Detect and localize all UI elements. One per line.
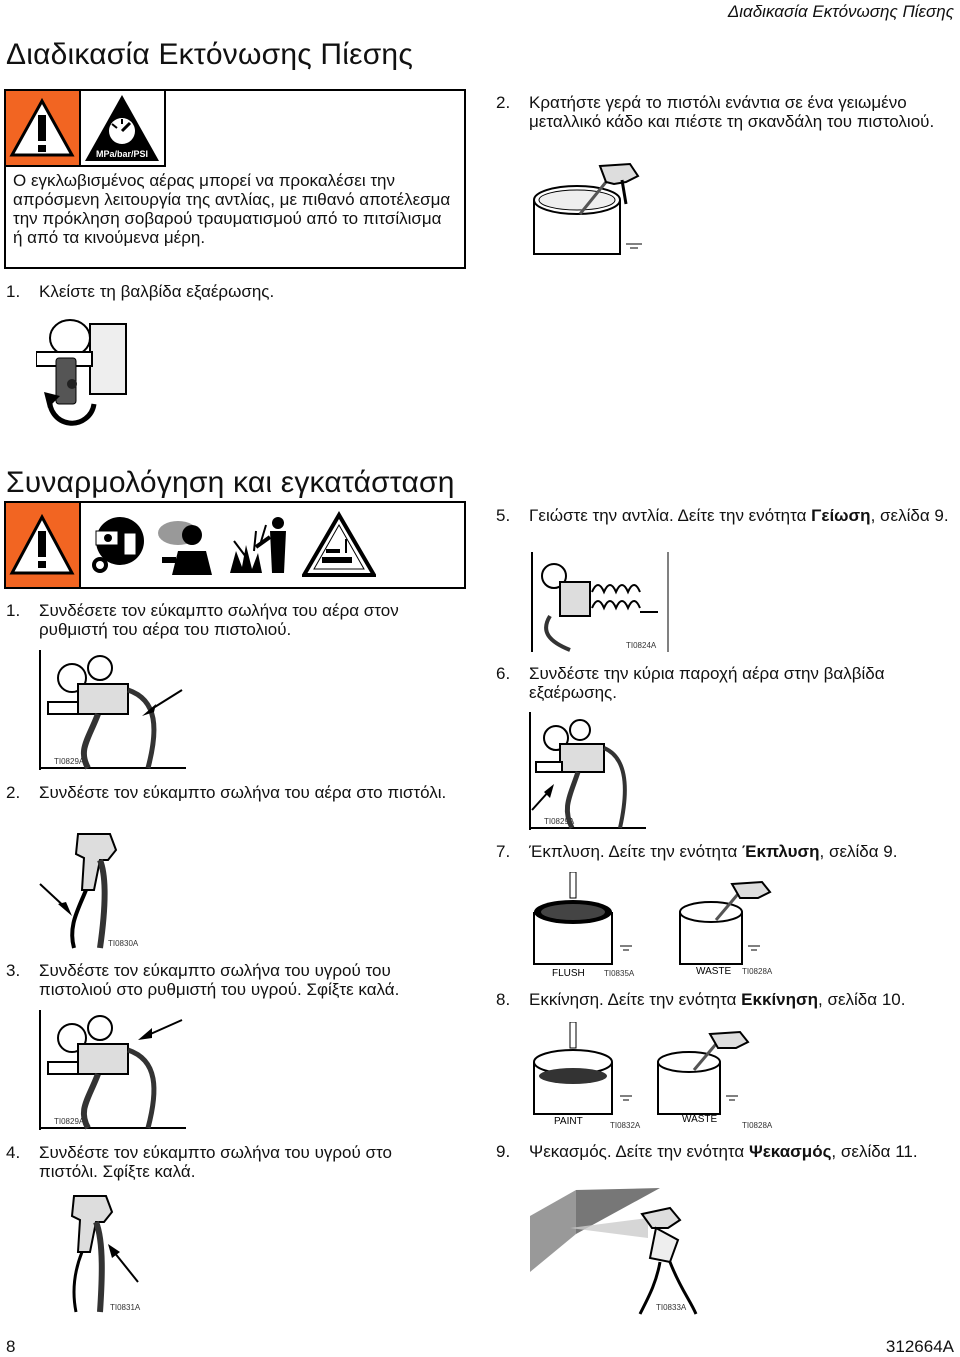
step-number: 1. [6,601,21,620]
figure-caption: TI0831A [110,1303,141,1312]
figure-caption: TI0829A [544,817,575,826]
pressure-hazard-icon [81,91,163,165]
step-text: Συνδέστε τον εύκαμπτο σωλήνα του υγρού του πιστολιού στο ρυθμιστή του υγρού. Σφίξτε καλά. [39,961,400,999]
relief-step-1 [6,282,456,304]
fire-explosion-icon [226,511,294,577]
step-text: Έκπλυση. Δείτε την ενότητα Έκπλυση, σελίδα 9. [529,842,898,861]
step-text: Συνδέσετε τον εύκαμπτο σωλήνα του αέρα στον ρυθμιστή του αέρα του πιστολιού. [39,601,399,639]
flush-bucket-label: FLUSH [552,968,585,978]
corrosive-hazard-icon [302,511,376,579]
figure-caption: TI0830A [108,939,139,948]
step-text: Ψεκασμός. Δείτε την ενότητα Ψεκασμός, σελίδα 11. [529,1142,918,1161]
step-number: 8. [496,990,511,1009]
section-title-pressure-relief: Διαδικασία Εκτόνωσης Πίεσης [6,38,413,71]
grounded-pump-illustration [530,552,670,652]
assembly-step-5 [496,506,956,550]
page-number: 8 [6,1337,16,1356]
step-number: 3. [6,961,21,980]
step-number: 5. [496,506,511,525]
step-text: Συνδέστε τον εύκαμπτο σωλήνα του υγρού στο πιστόλι. Σφίξτε καλά. [39,1143,392,1181]
step-number: 4. [6,1143,21,1162]
cross-ref-flush: Έκπλυση [742,842,820,861]
pressure-relief-warning-text: Ο εγκλωβισμένος αέρας μπορεί να προκαλέσει την απρόσμενη λειτουργία της αντλίας, με πιθανό αποτέλεσμα την πρόκληση σοβαρού τραυματισμού από το πιτσίλισμα ή από τα κινούμενα μέρη. [13,171,451,247]
figure-caption: TI0835A [604,969,635,978]
prime-buckets-illustration [526,1022,786,1130]
assembly-step-2 [6,783,456,827]
assembly-step-1 [6,601,456,645]
cross-ref-spraying: Ψεκασμός [748,1142,832,1161]
cross-ref-startup: Εκκίνηση [741,990,819,1009]
step-number: 6. [496,664,511,683]
figure-caption: TI0832A [610,1121,641,1130]
step-text: Συνδέστε τον εύκαμπτο σωλήνα του αέρα στο πιστόλι. [39,783,447,802]
warning-triangle-icon [6,91,81,165]
step-number: 1. [6,282,21,301]
step-number: 2. [496,93,511,112]
toxic-fumes-icon [156,513,220,577]
air-hose-regulator-illustration [38,650,186,770]
fluid-hose-gun-illustration [54,1192,144,1314]
pressure-relief-warning-box [4,89,466,269]
step-text: Συνδέστε την κύρια παροχή αέρα στην βαλβίδα εξαέρωσης. [529,664,885,702]
face-shield-icon [88,513,150,577]
figure-caption: TI0824A [626,641,657,650]
assembly-warning-box [4,501,466,589]
assembly-step-8 [496,990,956,1012]
section-title-assembly: Συναρμολόγηση και εγκατάσταση [6,466,455,499]
step-text: Εκκίνηση. Δείτε την ενότητα Εκκίνηση, σελίδα 10. [529,990,906,1009]
assembly-step-9 [496,1142,956,1186]
paint-bucket-label: PAINT [554,1116,583,1127]
assembly-step-3 [6,961,456,1005]
assembly-step-7 [496,842,956,864]
figure-caption: TI0829A [54,1117,85,1126]
step-text: Κρατήστε γερά το πιστόλι ενάντια σε ένα γειωμένο μεταλλικό κάδο και πιέστε τη σκανδάλη του πιστολιού. [529,93,935,131]
assembly-step-6 [496,664,956,708]
assembly-step-4 [6,1143,456,1187]
step-number: 7. [496,842,511,861]
main-air-bleed-valve-illustration [528,712,646,830]
waste-bucket-label: WASTE [682,1114,718,1125]
flush-buckets-illustration [526,872,786,978]
step-text: Κλείστε τη βαλβίδα εξαέρωσης. [39,282,275,301]
gun-into-bucket-illustration [530,160,646,256]
fluid-hose-regulator-illustration [38,1010,186,1130]
waste-bucket-label: WASTE [696,966,732,977]
step-number: 2. [6,783,21,802]
figure-caption: TI0833A [656,1303,687,1312]
document-number: 312664A [885,1337,954,1356]
gauge-unit-label: MPa/bar/PSI [95,149,149,159]
figure-caption: TI0828A [742,1121,773,1130]
figure-caption: TI0829A [54,757,85,766]
bleed-valve-illustration [36,312,128,430]
relief-step-2 [496,93,956,153]
warning-triangle-icon [6,503,81,587]
step-number: 9. [496,1142,511,1161]
warning-icon-strip [6,91,166,167]
figure-caption: TI0828A [742,967,773,976]
step-text: Γειώστε την αντλία. Δείτε την ενότητα Γείωση, σελίδα 9. [529,506,949,525]
spraying-illustration [530,1188,720,1316]
cross-ref-grounding: Γείωση [811,506,871,525]
running-header: Διαδικασία Εκτόνωσης Πίεσης [727,2,954,21]
air-hose-gun-illustration [38,830,144,950]
